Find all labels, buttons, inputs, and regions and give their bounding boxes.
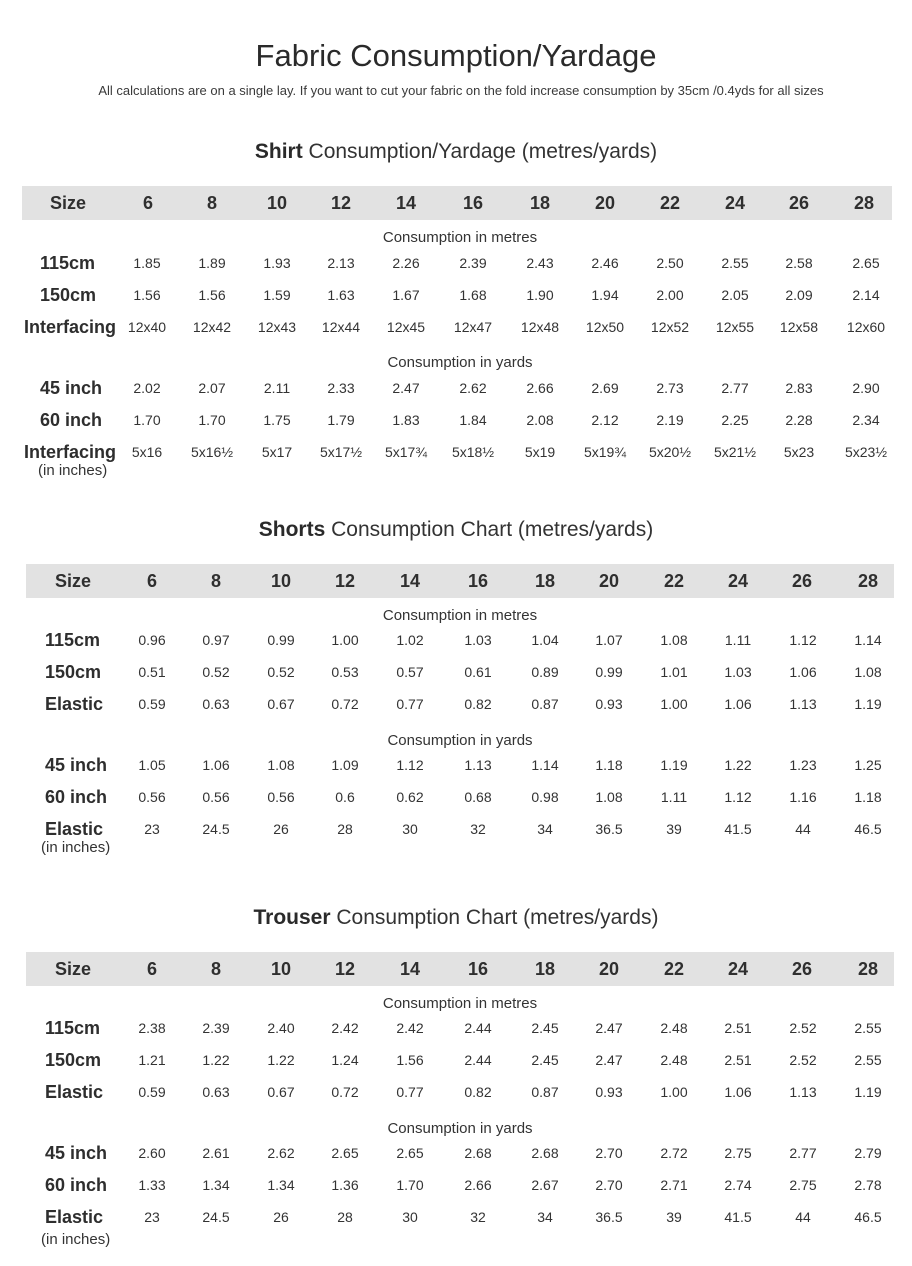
shirt-table-cell: 2.34 [852, 412, 880, 428]
shorts-table-cell: 1.08 [595, 789, 623, 805]
shirt-table-cell: 2.00 [656, 287, 684, 303]
trouser-row-label: 150cm [45, 1050, 102, 1070]
trouser-table-cell: 30 [402, 1209, 418, 1225]
trouser-table-cell: 34 [537, 1209, 553, 1225]
shorts-table-cell: 23 [144, 821, 160, 837]
shirt-table-cell: 2.05 [721, 287, 749, 303]
trouser-table-cell: 0.63 [202, 1084, 230, 1100]
shorts-table-cell: 0.99 [267, 632, 295, 648]
shorts-table-cell: 39 [666, 821, 682, 837]
shorts-table-cell: 30 [402, 821, 418, 837]
trouser-table-cell: 1.56 [396, 1052, 424, 1068]
trouser-table-cell: 0.59 [138, 1084, 166, 1100]
trouser-table-cell: 32 [470, 1209, 486, 1225]
shorts-table-cell: 0.87 [531, 696, 559, 712]
shirt-table-cell: 2.46 [591, 255, 619, 271]
shirt-table-cell: 12x45 [386, 319, 426, 335]
shirt-table-cell: 2.11 [263, 380, 291, 396]
trouser-size-header: 26 [791, 959, 813, 979]
shorts-yards-group-label: Consumption in yards [387, 732, 533, 749]
trouser-table-cell: 2.70 [595, 1145, 623, 1161]
shorts-size-header: 18 [534, 571, 556, 591]
shirt-table-cell: 1.84 [459, 412, 487, 428]
shirt-table-cell: 12x42 [192, 319, 232, 335]
shirt-table-cell: 1.75 [263, 412, 291, 428]
shorts-table-cell: 1.03 [724, 664, 752, 680]
shirt-table-cell: 2.14 [852, 287, 880, 303]
trouser-table-cell: 0.93 [595, 1084, 623, 1100]
trouser-size-header: 28 [857, 959, 879, 979]
shorts-table-cell: 46.5 [854, 821, 882, 837]
trouser-table-cell: 1.13 [789, 1084, 817, 1100]
trouser-size-header: 6 [146, 959, 158, 979]
trouser-table-cell: 2.48 [660, 1052, 688, 1068]
page-subtitle: All calculations are on a single lay. If you want to cut your fabric on the fold increase consumption by 35cm /0.4yds for all sizes [98, 83, 824, 98]
trouser-table-cell: 2.55 [854, 1052, 882, 1068]
shorts-size-header: 22 [663, 571, 685, 591]
trouser-row-label: Elastic [45, 1207, 104, 1227]
shorts-row-label: Elastic [45, 694, 104, 714]
shirt-table-cell: 12x47 [453, 319, 493, 335]
shirt-size-header: 12 [330, 193, 352, 213]
shirt-table-cell: 2.50 [656, 255, 684, 271]
trouser-metres-group-label: Consumption in metres [382, 995, 538, 1012]
shirt-table-cell: 5x18½ [451, 444, 495, 460]
shirt-table-cell: 12x52 [650, 319, 690, 335]
shorts-table-cell: 0.56 [138, 789, 166, 805]
trouser-size-header: 10 [270, 959, 292, 979]
shirt-size-header: 24 [724, 193, 746, 213]
shirt-table-cell: 1.70 [198, 412, 226, 428]
trouser-table-cell: 0.67 [267, 1084, 295, 1100]
trouser-table-cell: 2.74 [724, 1177, 752, 1193]
shirt-table-cell: 2.39 [459, 255, 487, 271]
shorts-table-cell: 0.6 [335, 789, 355, 805]
shorts-table-cell: 1.08 [267, 757, 295, 773]
shorts-table-cell: 1.18 [595, 757, 623, 773]
shorts-table-cell: 0.67 [267, 696, 295, 712]
shorts-table-cell: 1.03 [464, 632, 492, 648]
shirt-table-cell: 5x17½ [319, 444, 363, 460]
shirt-size-header: 14 [395, 193, 417, 213]
trouser-size-header: 20 [598, 959, 620, 979]
shirt-table-cell: 2.09 [785, 287, 813, 303]
shirt-table-cell: 5x17¾ [384, 444, 428, 460]
trouser-table-cell: 2.65 [331, 1145, 359, 1161]
shirt-table-cell: 5x23 [783, 444, 815, 460]
trouser-row-label: 115cm [45, 1018, 101, 1038]
trouser-table-cell: 2.48 [660, 1020, 688, 1036]
shirt-row-label: Interfacing [24, 317, 117, 337]
trouser-table-cell: 46.5 [854, 1209, 882, 1225]
shirt-table-cell: 2.55 [721, 255, 749, 271]
shorts-table-cell: 1.14 [531, 757, 559, 773]
shirt-table-cell: 12x43 [257, 319, 297, 335]
trouser-table-cell: 2.78 [854, 1177, 882, 1193]
shorts-row-label: Elastic [45, 819, 104, 839]
shorts-table-cell: 1.12 [396, 757, 424, 773]
shorts-table-cell: 0.82 [464, 696, 492, 712]
trouser-table-cell: 2.75 [789, 1177, 817, 1193]
trouser-table-cell: 2.44 [464, 1052, 492, 1068]
shirt-row-sublabel: (in inches) [38, 462, 108, 479]
trouser-table-cell: 2.47 [595, 1052, 623, 1068]
shorts-table-cell: 1.14 [854, 632, 882, 648]
trouser-table-cell: 2.61 [202, 1145, 230, 1161]
shorts-table-cell: 0.56 [202, 789, 230, 805]
shorts-size-header: 20 [598, 571, 620, 591]
shorts-table-cell: 1.01 [660, 664, 688, 680]
trouser-table-cell: 2.66 [464, 1177, 492, 1193]
shorts-table-cell: 0.53 [331, 664, 359, 680]
shirt-table-cell: 12x40 [127, 319, 167, 335]
shirt-size-header: 8 [206, 193, 218, 213]
trouser-table-cell: 2.62 [267, 1145, 295, 1161]
shorts-table-cell: 0.93 [595, 696, 623, 712]
shorts-size-header: 16 [467, 571, 489, 591]
shorts-table-cell: 34 [537, 821, 553, 837]
shorts-table-cell: 1.09 [331, 757, 359, 773]
shorts-table-cell: 1.25 [854, 757, 882, 773]
shirt-table-cell: 5x19¾ [583, 444, 627, 460]
trouser-table-cell: 1.06 [724, 1084, 752, 1100]
shorts-size-header: 28 [857, 571, 879, 591]
shirt-table-cell: 5x16½ [190, 444, 234, 460]
trouser-table-cell: 0.72 [331, 1084, 359, 1100]
trouser-table-cell: 2.67 [531, 1177, 559, 1193]
trouser-size-label: Size [54, 959, 92, 979]
trouser-table-cell: 2.72 [660, 1145, 688, 1161]
shorts-table-cell: 1.23 [789, 757, 817, 773]
shirt-size-header: 20 [594, 193, 616, 213]
trouser-row-label: 45 inch [45, 1143, 108, 1163]
shorts-size-header: 6 [146, 571, 158, 591]
trouser-table-cell: 1.22 [267, 1052, 295, 1068]
trouser-table-cell: 2.60 [138, 1145, 166, 1161]
shirt-table-cell: 1.63 [327, 287, 355, 303]
shirt-table-cell: 2.25 [721, 412, 749, 428]
trouser-table-cell: 2.40 [267, 1020, 295, 1036]
shorts-table-cell: 1.19 [854, 696, 882, 712]
shorts-table-cell: 1.08 [854, 664, 882, 680]
shirt-size-header: 22 [659, 193, 681, 213]
shirt-table-cell: 5x17 [261, 444, 293, 460]
shirt-table-cell: 1.89 [198, 255, 226, 271]
shirt-table-cell: 2.02 [133, 380, 161, 396]
shirt-table-cell: 5x20½ [648, 444, 692, 460]
shorts-table-cell: 0.57 [396, 664, 424, 680]
shorts-table-cell: 1.05 [138, 757, 166, 773]
shirt-size-header: 28 [853, 193, 875, 213]
trouser-table-cell: 2.70 [595, 1177, 623, 1193]
shorts-row-label: 45 inch [45, 755, 108, 775]
trouser-table-cell: 1.70 [396, 1177, 424, 1193]
trouser-table-cell: 2.39 [202, 1020, 230, 1036]
trouser-table-cell: 41.5 [724, 1209, 752, 1225]
trouser-table-cell: 1.33 [138, 1177, 166, 1193]
shirt-row-label: 60 inch [40, 410, 103, 430]
shorts-table-cell: 0.97 [202, 632, 230, 648]
trouser-row-sublabel: (in inches) [41, 1231, 111, 1248]
shorts-table-cell: 0.56 [267, 789, 295, 805]
shirt-table-cell: 12x50 [585, 319, 625, 335]
shorts-table-cell: 0.68 [464, 789, 492, 805]
shorts-table-cell: 0.89 [531, 664, 559, 680]
trouser-table-cell: 1.19 [854, 1084, 882, 1100]
trouser-table-cell: 2.42 [331, 1020, 359, 1036]
shirt-title-rest: Consumption/Yardage (metres/yards) [302, 140, 658, 163]
shirt-table-cell: 1.90 [526, 287, 554, 303]
trouser-table-cell: 2.38 [138, 1020, 166, 1036]
shirt-metres-group-label: Consumption in metres [382, 229, 538, 246]
trouser-table-cell: 2.75 [724, 1145, 752, 1161]
shirt-table-cell: 2.43 [526, 255, 554, 271]
shirt-table-cell: 5x16 [131, 444, 163, 460]
shorts-table-cell: 0.99 [595, 664, 623, 680]
shorts-table-cell: 1.18 [854, 789, 882, 805]
shorts-table-cell: 1.13 [789, 696, 817, 712]
shorts-table-cell: 0.52 [202, 664, 230, 680]
trouser-table-cell: 23 [144, 1209, 160, 1225]
trouser-table-cell: 2.45 [531, 1052, 559, 1068]
trouser-title-bold: Trouser [253, 906, 331, 929]
trouser-table-cell: 2.71 [660, 1177, 688, 1193]
trouser-table-cell: 2.47 [595, 1020, 623, 1036]
shirt-table-cell: 2.47 [392, 380, 420, 396]
shirt-table-cell: 12x60 [846, 319, 886, 335]
shirt-title-bold: Shirt [254, 140, 303, 163]
shirt-size-header: 6 [142, 193, 154, 213]
shorts-table-cell: 0.62 [396, 789, 424, 805]
shorts-table-cell: 1.04 [531, 632, 559, 648]
trouser-table-cell: 1.22 [202, 1052, 230, 1068]
shirt-table-cell: 2.12 [591, 412, 619, 428]
shirt-table-cell: 2.66 [526, 380, 554, 396]
trouser-table-cell: 2.68 [531, 1145, 559, 1161]
trouser-size-header: 14 [399, 959, 421, 979]
trouser-size-header: 12 [334, 959, 356, 979]
shirt-yards-group-label: Consumption in yards [387, 354, 533, 371]
shorts-title-rest: Consumption Chart (metres/yards) [325, 518, 654, 541]
trouser-table-cell: 1.24 [331, 1052, 359, 1068]
shorts-table-cell: 0.61 [464, 664, 492, 680]
trouser-table-cell: 2.45 [531, 1020, 559, 1036]
trouser-table-cell: 0.87 [531, 1084, 559, 1100]
trouser-table-cell: 2.44 [464, 1020, 492, 1036]
shirt-table-cell: 2.65 [852, 255, 880, 271]
shirt-table-cell: 2.77 [721, 380, 749, 396]
shorts-table-cell: 1.11 [724, 632, 752, 648]
shirt-table-cell: 1.70 [133, 412, 161, 428]
shirt-table-cell: 2.90 [852, 380, 880, 396]
shirt-table-cell: 12x48 [520, 319, 560, 335]
shirt-row-label: 45 inch [40, 378, 103, 398]
shirt-table-cell: 1.83 [392, 412, 420, 428]
trouser-table-cell: 2.68 [464, 1145, 492, 1161]
shorts-table-cell: 1.02 [396, 632, 424, 648]
shirt-table-cell: 1.67 [392, 287, 420, 303]
trouser-table-cell: 36.5 [595, 1209, 623, 1225]
trouser-size-header: 18 [534, 959, 556, 979]
shirt-table-cell: 2.26 [392, 255, 420, 271]
shorts-row-sublabel: (in inches) [41, 839, 111, 856]
shorts-table-cell: 0.63 [202, 696, 230, 712]
shirt-table-cell: 2.69 [591, 380, 619, 396]
shirt-table-cell: 2.28 [785, 412, 813, 428]
trouser-table-cell: 24.5 [202, 1209, 230, 1225]
trouser-row-label: 60 inch [45, 1175, 108, 1195]
trouser-table-cell: 1.36 [331, 1177, 359, 1193]
shorts-size-header: 12 [334, 571, 356, 591]
shorts-row-label: 60 inch [45, 787, 108, 807]
shorts-table-cell: 36.5 [595, 821, 623, 837]
trouser-table-cell: 2.65 [396, 1145, 424, 1161]
trouser-table-cell: 44 [795, 1209, 811, 1225]
shorts-table-cell: 1.07 [595, 632, 623, 648]
shirt-table-cell: 2.73 [656, 380, 684, 396]
trouser-table-cell: 2.51 [724, 1052, 752, 1068]
trouser-table-cell: 2.42 [396, 1020, 424, 1036]
shirt-table-cell: 1.94 [591, 287, 619, 303]
trouser-table-cell: 1.21 [138, 1052, 166, 1068]
shirt-table-cell: 2.08 [526, 412, 554, 428]
trouser-table-cell: 1.00 [660, 1084, 688, 1100]
shorts-table-cell: 1.00 [660, 696, 688, 712]
trouser-yards-group-label: Consumption in yards [387, 1120, 533, 1137]
trouser-table-cell: 1.34 [202, 1177, 230, 1193]
shorts-size-label: Size [54, 571, 92, 591]
shorts-table-cell: 28 [337, 821, 353, 837]
shorts-table-cell: 1.00 [331, 632, 359, 648]
trouser-row-label: Elastic [45, 1082, 104, 1102]
trouser-table-cell: 2.77 [789, 1145, 817, 1161]
shorts-table-cell: 1.12 [789, 632, 817, 648]
trouser-table-cell: 28 [337, 1209, 353, 1225]
shorts-title-bold: Shorts [258, 518, 326, 541]
shirt-table-cell: 2.13 [327, 255, 355, 271]
shorts-table-cell: 1.11 [660, 789, 688, 805]
shirt-table-cell: 5x21½ [713, 444, 757, 460]
shirt-size-header: 26 [788, 193, 810, 213]
shirt-table-cell: 1.85 [133, 255, 161, 271]
shorts-table-cell: 0.72 [331, 696, 359, 712]
shorts-table-cell: 1.08 [660, 632, 688, 648]
trouser-section-title [0, 906, 912, 930]
shorts-table-cell: 1.06 [789, 664, 817, 680]
trouser-size-header: 24 [727, 959, 749, 979]
shorts-table-cell: 44 [795, 821, 811, 837]
shorts-table-cell: 0.59 [138, 696, 166, 712]
shorts-section-title [0, 518, 912, 542]
trouser-size-header: 16 [467, 959, 489, 979]
shorts-size-header: 14 [399, 571, 421, 591]
trouser-size-header: 8 [210, 959, 222, 979]
shorts-table-cell: 1.16 [789, 789, 817, 805]
trouser-table-cell: 26 [273, 1209, 289, 1225]
shirt-size-header: 18 [529, 193, 551, 213]
trouser-size-header: 22 [663, 959, 685, 979]
shirt-section-title [0, 140, 912, 164]
shorts-table-cell: 1.22 [724, 757, 752, 773]
shirt-table-cell: 2.58 [785, 255, 813, 271]
shirt-table-cell: 1.93 [263, 255, 291, 271]
shorts-table-cell: 1.06 [202, 757, 230, 773]
shirt-size-header: 16 [462, 193, 484, 213]
shorts-table-cell: 1.13 [464, 757, 492, 773]
trouser-title-rest: Consumption Chart (metres/yards) [330, 906, 659, 929]
shorts-table-cell: 24.5 [202, 821, 230, 837]
shorts-size-header: 8 [210, 571, 222, 591]
trouser-table-cell: 2.52 [789, 1020, 817, 1036]
shirt-table-cell: 12x55 [715, 319, 755, 335]
shorts-table-cell: 1.12 [724, 789, 752, 805]
shirt-table-cell: 1.79 [327, 412, 355, 428]
shirt-row-label: 115cm [40, 253, 96, 273]
shirt-table-cell: 2.07 [198, 380, 226, 396]
shorts-table-cell: 0.52 [267, 664, 295, 680]
trouser-table-cell: 2.51 [724, 1020, 752, 1036]
shorts-table-cell: 41.5 [724, 821, 752, 837]
shirt-table-cell: 2.33 [327, 380, 355, 396]
shirt-table-cell: 1.68 [459, 287, 487, 303]
shorts-table-cell: 1.19 [660, 757, 688, 773]
shirt-row-label: Interfacing [24, 442, 117, 462]
trouser-table-cell: 2.55 [854, 1020, 882, 1036]
shorts-size-header: 10 [270, 571, 292, 591]
shirt-row-label: 150cm [40, 285, 97, 305]
shirt-table-cell: 5x23½ [844, 444, 888, 460]
shirt-table-cell: 2.62 [459, 380, 487, 396]
shorts-row-label: 115cm [45, 630, 101, 650]
shirt-table-cell: 2.19 [656, 412, 684, 428]
shirt-table-cell: 1.56 [198, 287, 226, 303]
page-title: Fabric Consumption/Yardage [255, 38, 657, 73]
shorts-table-cell: 0.98 [531, 789, 559, 805]
trouser-table-cell: 0.82 [464, 1084, 492, 1100]
shorts-size-header: 26 [791, 571, 813, 591]
shorts-table-cell: 0.77 [396, 696, 424, 712]
shirt-table-cell: 12x44 [321, 319, 361, 335]
shorts-table-cell: 0.96 [138, 632, 166, 648]
trouser-table-cell: 1.34 [267, 1177, 295, 1193]
shirt-size-header: 10 [266, 193, 288, 213]
shirt-table-cell: 1.59 [263, 287, 291, 303]
shorts-table-cell: 0.51 [138, 664, 166, 680]
shorts-table-cell: 32 [470, 821, 486, 837]
shirt-table-cell: 1.56 [133, 287, 161, 303]
shirt-table-cell: 12x58 [779, 319, 819, 335]
shirt-size-label: Size [49, 193, 87, 213]
shorts-metres-group-label: Consumption in metres [382, 607, 538, 624]
trouser-table-cell: 39 [666, 1209, 682, 1225]
shorts-row-label: 150cm [45, 662, 102, 682]
trouser-table-cell: 2.79 [854, 1145, 882, 1161]
shirt-table-cell: 2.83 [785, 380, 813, 396]
shorts-table-cell: 1.06 [724, 696, 752, 712]
shirt-table-cell: 5x19 [524, 444, 556, 460]
shorts-table-cell: 26 [273, 821, 289, 837]
trouser-table-cell: 0.77 [396, 1084, 424, 1100]
shorts-size-header: 24 [727, 571, 749, 591]
trouser-table-cell: 2.52 [789, 1052, 817, 1068]
